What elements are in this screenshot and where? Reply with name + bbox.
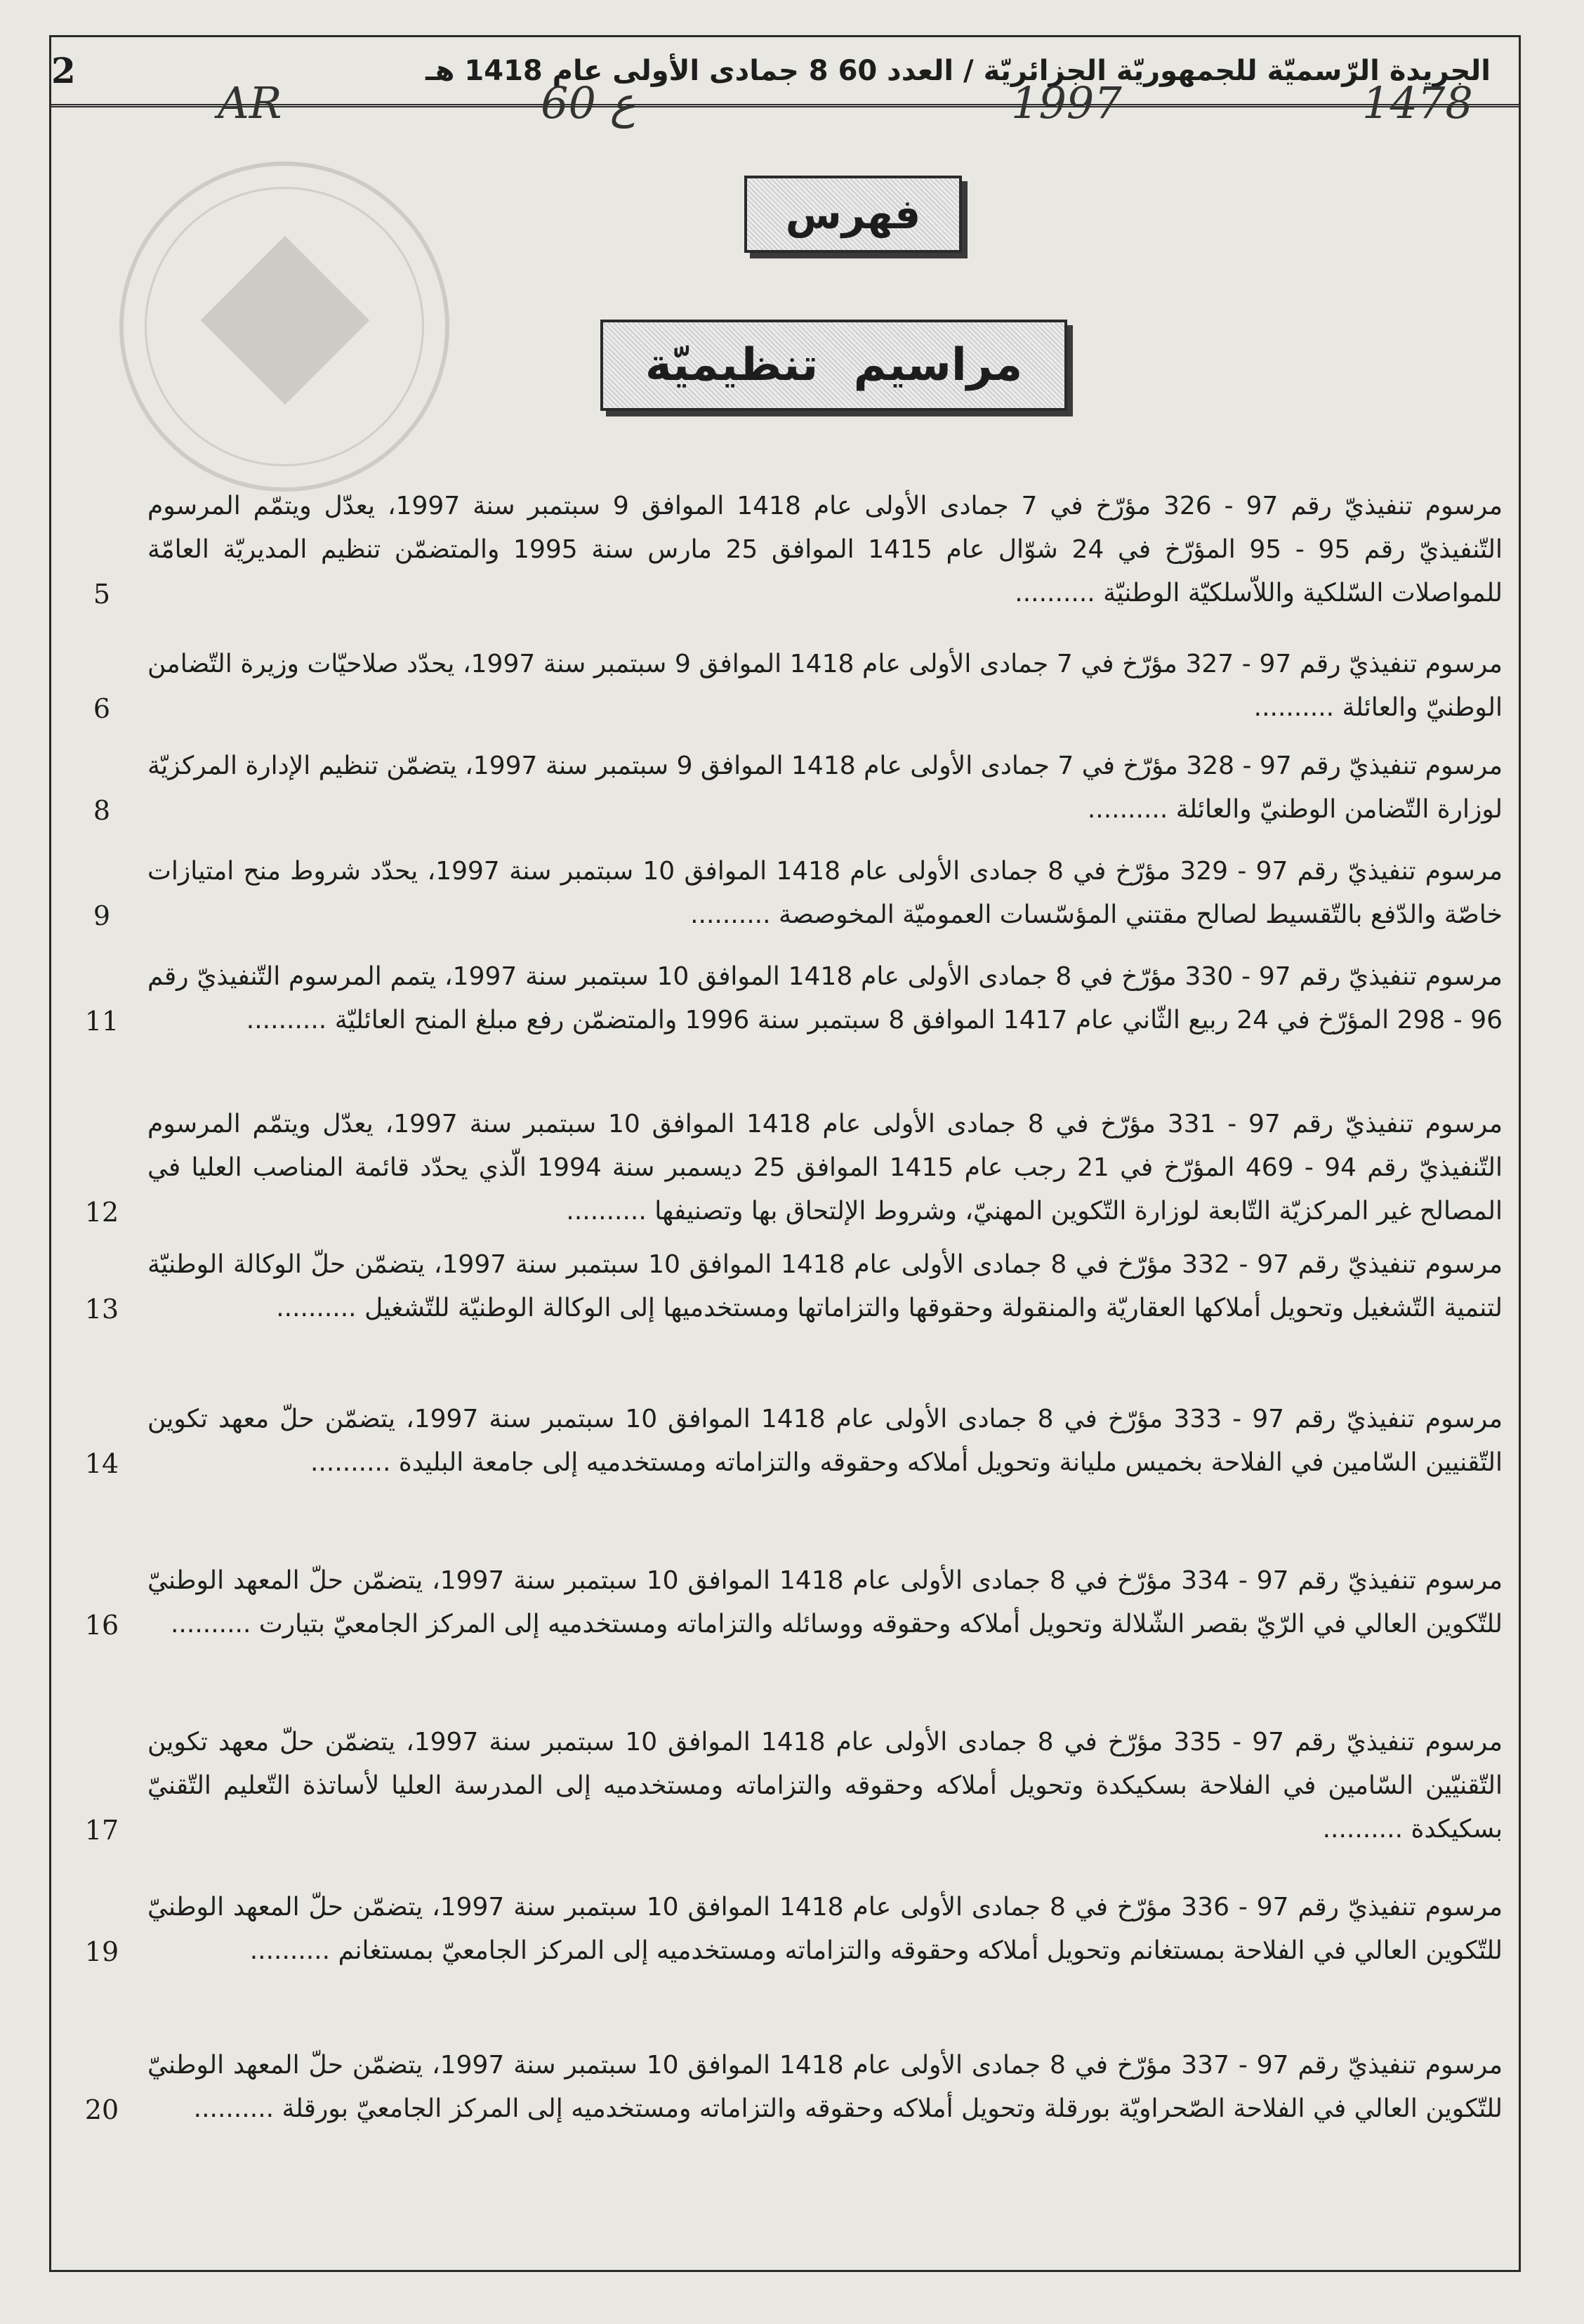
entry-page-number: 5 — [93, 579, 111, 610]
entry-page-number: 6 — [93, 693, 111, 724]
leader-dots: .......... — [1253, 693, 1342, 722]
leader-dots: .......... — [170, 1610, 259, 1639]
handnote-year: 1997 — [1011, 77, 1122, 129]
index-entry — [56, 850, 1503, 937]
leader-dots: .......... — [193, 2094, 282, 2123]
leader-dots: .......... — [1087, 795, 1176, 824]
entry-page-number: 11 — [84, 1006, 119, 1037]
entry-page-number: 17 — [84, 1815, 119, 1846]
entry-text — [147, 1103, 1503, 1233]
entry-text — [147, 744, 1503, 832]
entry-title: مرسوم تنفيذيّ رقم 97 - 332 مؤرّخ في 8 جمادى الأولى عام 1418 الموافق 10 سبتمبر سنة 1997، يتضمّن حلّ الوكالة الوطنيّة لتنمية التّشغيل وتحويل أملاكها العقاريّة والمنقولة وحقوقها والتزاماتها ومستخدميها إلى الوكالة الوطنيّة للتّشغيل — [147, 1250, 1503, 1322]
index-entry — [56, 1559, 1503, 1646]
entry-text — [147, 643, 1503, 730]
entry-page-number: 12 — [84, 1197, 119, 1228]
entry-title: مرسوم تنفيذيّ رقم 97 - 333 مؤرّخ في 8 جمادى الأولى عام 1418 الموافق 10 سبتمبر سنة 1997، يتضمّن حلّ معهد تكوين التّقنيين السّامين في الفلاحة بخميس مليانة وتحويل أملاكه وحقوقه والتزاماته ومستخدميه إلى جامعة البليدة — [147, 1405, 1503, 1477]
index-entry — [56, 1721, 1503, 1851]
entry-title: مرسوم تنفيذيّ رقم 97 - 327 مؤرّخ في 7 جمادى الأولى عام 1418 الموافق 9 سبتمبر سنة 1997، يحدّد صلاحيّات وزيرة التّضامن الوطنيّ والعائلة — [147, 650, 1503, 722]
index-entry — [56, 643, 1503, 730]
index-entry — [56, 1886, 1503, 1973]
entry-title: مرسوم تنفيذيّ رقم 97 - 335 مؤرّخ في 8 جمادى الأولى عام 1418 الموافق 10 سبتمبر سنة 1997، يتضمّن حلّ معهد تكوين التّقنيّين السّامين في الفلاحة بسكيكدة وتحويل أملاكه وحقوقه والتزاماته ومستخدميه إلى المدرسة العليا لأساتذة التّعليم التّقنيّ بسكيكدة — [147, 1728, 1503, 1844]
header-title: الجريدة الرّسميّة للجمهوريّة الجزائريّة / العدد 60 8 جمادى الأولى عام 1418 هـ — [425, 54, 1491, 87]
stamp-emblem-icon — [201, 236, 369, 405]
index-entry — [56, 485, 1503, 615]
library-stamp — [119, 162, 449, 492]
entry-page-number: 19 — [84, 1936, 119, 1967]
entry-page-number: 20 — [84, 2094, 119, 2125]
entry-text — [147, 1243, 1503, 1330]
index-entry — [56, 1103, 1503, 1233]
handnote-issue: 60 ع — [541, 77, 636, 129]
index-entry — [56, 744, 1503, 832]
entry-title: مرسوم تنفيذيّ رقم 97 - 337 مؤرّخ في 8 جمادى الأولى عام 1418 الموافق 10 سبتمبر سنة 1997، يتضمّن حلّ المعهد الوطنيّ للتّكوين العالي في الفلاحة الصّحراويّة بورقلة وتحويل أملاكه وحقوقه والتزاماته ومستخدميه إلى المركز الجامعيّ بورقلة — [147, 2051, 1503, 2123]
entry-text — [147, 2044, 1503, 2131]
entry-text — [147, 485, 1503, 615]
entry-text — [147, 1721, 1503, 1851]
leader-dots: .......... — [276, 1294, 365, 1322]
leader-dots: .......... — [246, 1006, 335, 1035]
handnote-code: 1478 — [1362, 77, 1473, 129]
entry-text — [147, 850, 1503, 937]
entry-title: مرسوم تنفيذيّ رقم 97 - 329 مؤرّخ في 8 جمادى الأولى عام 1418 الموافق 10 سبتمبر سنة 1997، يحدّد شروط منح امتيازات خاصّة والدّفع بالتّقسيط لصالح مقتني المؤسّسات العموميّة المخوصصة — [147, 857, 1503, 929]
entry-page-number: 16 — [84, 1610, 119, 1641]
entry-title: مرسوم تنفيذيّ رقم 97 - 331 مؤرّخ في 8 جمادى الأولى عام 1418 الموافق 10 سبتمبر سنة 1997، يعدّل ويتمّم المرسوم التّنفيذيّ رقم 94 - 469 المؤرّخ في 21 رجب عام 1415 الموافق 25 ديسمبر سنة 1994 الّذي يحدّد قائمة المناصب العليا في المصالح غير المركزيّة التّابعة لوزارة التّكوين المهنيّ، وشروط الإلتحاق بها وتصنيفها — [147, 1110, 1503, 1226]
entry-title: مرسوم تنفيذيّ رقم 97 - 330 مؤرّخ في 8 جمادى الأولى عام 1418 الموافق 10 سبتمبر سنة 1997، يتمم المرسوم التّنفيذيّ رقم 96 - 298 المؤرّخ في 24 ربيع الثّاني عام 1417 الموافق 8 سبتمبر سنة 1996 والمتضمّن رفع مبلغ المنح العائليّة — [147, 962, 1503, 1035]
index-entry — [56, 2044, 1503, 2131]
index-heading: فهرس — [744, 176, 962, 253]
entry-page-number: 14 — [84, 1448, 119, 1479]
entry-title: مرسوم تنفيذيّ رقم 97 - 328 مؤرّخ في 7 جمادى الأولى عام 1418 الموافق 9 سبتمبر سنة 1997، يتضمّن تنظيم الإدارة المركزيّة لوزارة التّضامن الوطنيّ والعائلة — [147, 751, 1503, 824]
entry-text — [147, 1886, 1503, 1973]
header-page-number: 2 — [51, 50, 76, 91]
leader-dots: .......... — [690, 900, 779, 929]
entry-text — [147, 1559, 1503, 1646]
entry-text — [147, 955, 1503, 1042]
leader-dots: .......... — [249, 1936, 338, 1965]
entry-title: مرسوم تنفيذيّ رقم 97 - 334 مؤرّخ في 8 جمادى الأولى عام 1418 الموافق 10 سبتمبر سنة 1997، يتضمّن حلّ المعهد الوطنيّ للتّكوين العالي في الرّيّ بقصر الشّلالة وتحويل أملاكه وحقوقه ووسائله والتزاماته ومستخدميه إلى المركز الجامعيّ بتيارت — [147, 1566, 1503, 1639]
entry-title: مرسوم تنفيذيّ رقم 97 - 326 مؤرّخ في 7 جمادى الأولى عام 1418 الموافق 9 سبتمبر سنة 1997، يعدّل ويتمّم المرسوم التّنفيذيّ رقم 95 - 95 المؤرّخ في 24 شوّال عام 1415 الموافق 25 مارس سنة 1995 والمتضمّن تنظيم المديريّة العامّة للمواصلات السّلكية واللاّسلكيّة الوطنيّة — [147, 492, 1503, 608]
leader-dots: .......... — [310, 1448, 399, 1477]
index-entry — [56, 1398, 1503, 1485]
leader-dots: .......... — [1015, 579, 1104, 608]
index-entry — [56, 1243, 1503, 1330]
entry-page-number: 8 — [93, 795, 111, 826]
leader-dots: .......... — [566, 1197, 655, 1226]
index-entry — [56, 955, 1503, 1042]
handwritten-notes — [140, 77, 1473, 162]
leader-dots: .......... — [1322, 1815, 1411, 1844]
entry-page-number: 9 — [93, 900, 111, 931]
section-title: مراسيم تنظيميّة — [600, 320, 1067, 411]
entry-page-number: 13 — [84, 1294, 119, 1325]
handnote-ar: AR — [218, 77, 282, 129]
entry-text — [147, 1398, 1503, 1485]
entry-title: مرسوم تنفيذيّ رقم 97 - 336 مؤرّخ في 8 جمادى الأولى عام 1418 الموافق 10 سبتمبر سنة 1997، يتضمّن حلّ المعهد الوطنيّ للتّكوين العالي في الفلاحة بمستغانم وتحويل أملاكه وحقوقه والتزاماته ومستخدميه إلى المركز الجامعيّ بمستغانم — [147, 1893, 1503, 1965]
